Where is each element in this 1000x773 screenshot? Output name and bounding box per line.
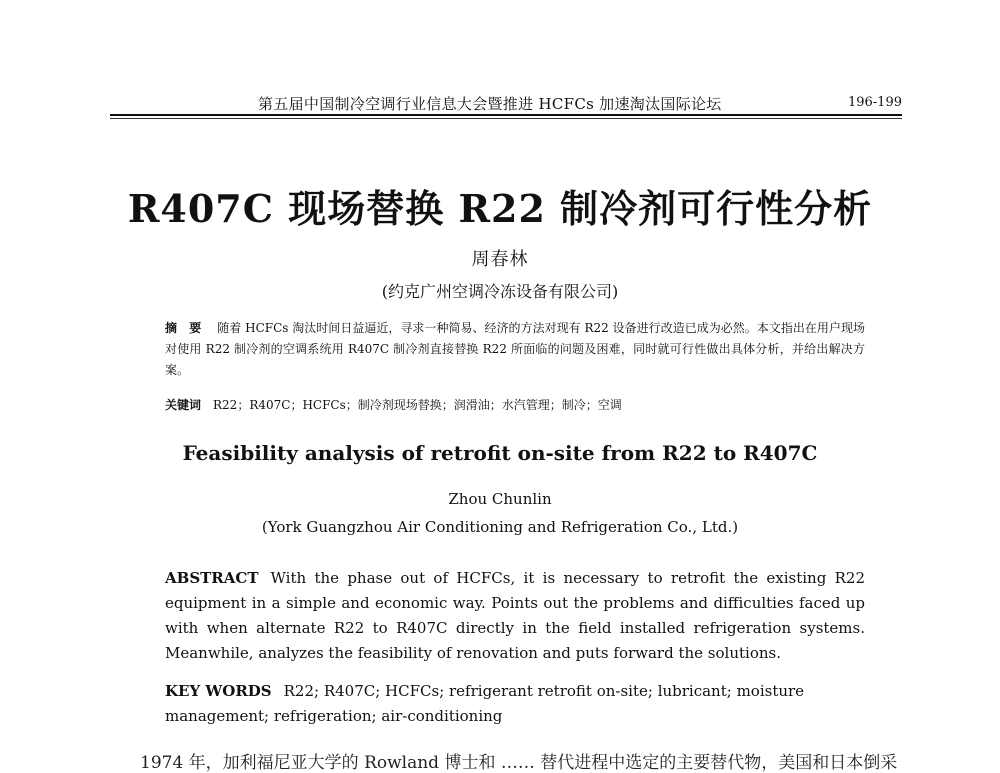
abstract-cn	[165, 318, 865, 381]
keywords-cn	[165, 396, 865, 413]
page-range: 196-199	[847, 95, 902, 110]
author-en: Zhou Chunlin	[448, 490, 552, 508]
running-head: 第五届中国制冷空调行业信息大会暨推进 HCFCs 加速淘汰国际论坛	[258, 95, 722, 113]
abstract-cn-label: 摘 要	[165, 321, 206, 335]
abstract-en-text: With the phase out of HCFCs, it is necessary to retrofit the existing R22 equipment in a simple and economic way. Points out the problems and difficulties faced up with when alternate R22 to R407C directly in the field installed refrigeration systems. Meanwhile, analyzes the feasibility of renovation and puts forward the solutions.	[165, 569, 865, 662]
header-rule-thick	[110, 114, 902, 116]
header-rule-thin	[110, 118, 902, 119]
keywords-cn-text: R22；R407C；HCFCs；制冷剂现场替换；润滑油；水汽管理；制冷；空调	[213, 398, 622, 412]
abstract-en-label: ABSTRACT	[165, 569, 259, 587]
abstract-cn-text: 随着 HCFCs 淘汰时间日益逼近，寻求一种简易、经济的方法对现有 R22 设备进行改造已成为必然。本文指出在用户现场对使用 R22 制冷剂的空调系统用 R407C 制冷剂直接替换 R22 所面临的问题及困难，同时就可行性做出具体分析，并给出解决方案。	[165, 321, 865, 377]
keywords-cn-label: 关键词	[165, 398, 202, 412]
body-text-first-line: 1974 年，加利福尼亚大学的 Rowland 博士和 …… 替代进程中选定的主要替代物，美国和日本倒采	[140, 753, 898, 773]
abstract-en	[165, 566, 865, 666]
affiliation-en: (York Guangzhou Air Conditioning and Refrigeration Co., Ltd.)	[261, 518, 739, 536]
keywords-en	[165, 679, 865, 729]
keywords-en-text: R22; R407C; HCFCs; refrigerant retrofit on-site; lubricant; moisture management; refrigeration; air-conditioning	[165, 682, 805, 725]
title-en: Feasibility analysis of retrofit on-site from R22 to R407C	[182, 441, 818, 465]
author-cn: 周春林	[471, 249, 529, 270]
keywords-en-label: KEY WORDS	[165, 682, 272, 700]
affiliation-cn: (约克广州空调冷冻设备有限公司)	[381, 282, 619, 301]
title-cn: R407C 现场替换 R22 制冷剂可行性分析	[127, 186, 873, 231]
